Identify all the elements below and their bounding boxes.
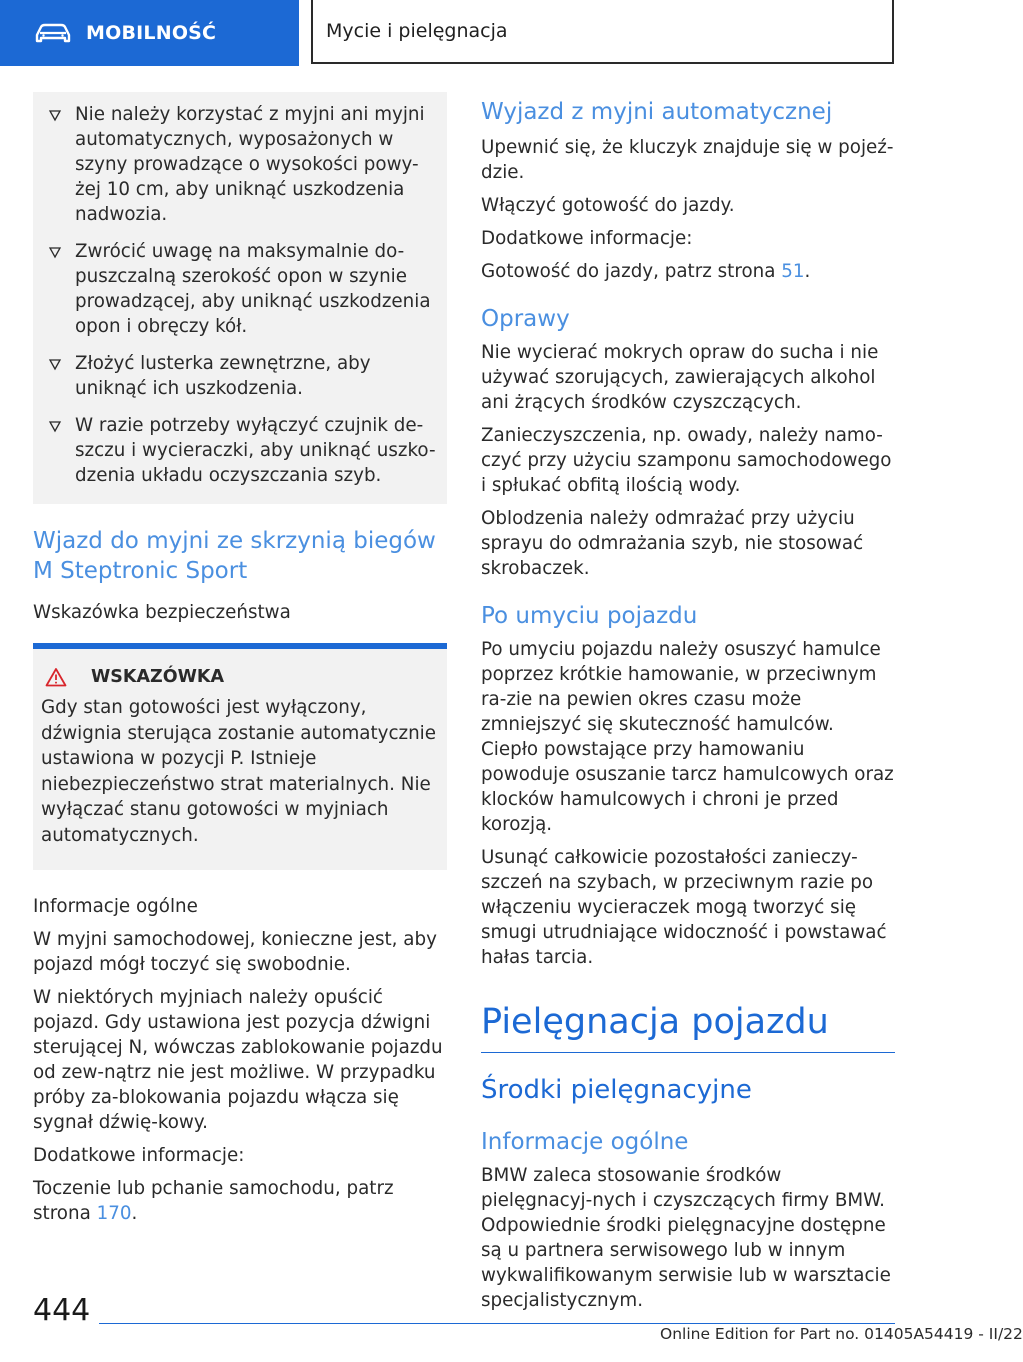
page-number: 444 (33, 1293, 91, 1328)
lamps-paragraph: Zanieczyszczenia, np. owady, należy namo-czyć przy użyciu szamponu samochodowego i spłukać obfitą ilością wody. (481, 425, 892, 496)
info-paragraph: W niektórych myjniach należy opuścić pojazd. Gdy ustawiona jest pozycja dźwigni sterującej N, wówczas zablokowanie pojazdu od zew-nątrz nie jest możliwe. W przypadku próby za-blokowania pojazdu włącza się sygnał dźwię-kowy. (33, 987, 443, 1133)
after-wash-paragraph: Usunąć całkowicie pozostałości zanieczy-szczeń na szybach, w przeciwnym razie po włączeniu wycieraczek mogą tworzyć się smugi utrudniające widoczność i powstawać hałas tarcia. (481, 847, 887, 968)
triangle-bullet-icon (49, 247, 61, 258)
heading-separator (481, 1052, 895, 1053)
triangle-bullet-icon (49, 110, 61, 121)
section-tab (0, 0, 299, 66)
exit-paragraph: Upewnić się, że kluczyk znajduje się w pojeź-dzie. (481, 137, 894, 183)
chapter-title: Mycie i pielęgnacja (326, 20, 508, 42)
triangle-bullet-icon (49, 421, 61, 432)
reference-text: Toczenie lub pchanie samochodu, patrz strona (33, 1178, 394, 1224)
car-icon (34, 22, 72, 44)
list-item (43, 102, 437, 227)
agents-heading: Środki pielęgnacyjne (481, 1075, 752, 1105)
reference-end: . (804, 261, 811, 282)
bullet-text: Złożyć lusterka zewnętrzne, aby uniknąć ich uszkodzenia. (75, 353, 371, 399)
lamps-heading: Oprawy (481, 306, 570, 332)
exit-reference (481, 259, 895, 284)
left-column (33, 92, 447, 1226)
info-reference (33, 1176, 447, 1226)
list-item (43, 413, 437, 488)
exit-heading: Wyjazd z myjni automatycznej (481, 99, 833, 125)
page-link[interactable]: 170 (96, 1203, 132, 1224)
after-wash-heading: Po umyciu pojazdu (481, 603, 698, 629)
warning-box (33, 649, 447, 870)
warning-text: Gdy stan gotowości jest wyłączony, dźwignia sterująca zostanie automatycznie ustawiona w pozycji P. Istnieje niebezpieczeństwo strat materialnych. Nie wyłączać stanu gotowości w myjniach automatycznych. (41, 697, 437, 846)
info-title: Informacje ogólne (33, 896, 198, 917)
care-heading: Pielęgnacja pojazdu (481, 1002, 829, 1042)
general-paragraph: BMW zaleca stosowanie środków pielęgnacyj-nych i czyszczących firmy BMW. Odpowiednie środki pielęgnacyjne dostępne są u partnera serwisowego lub w innym wykwalifikowanym serwisie lub w warsztacie specjalistycznym. (481, 1165, 891, 1311)
page-link[interactable]: 51 (781, 261, 805, 282)
section-heading: Wjazd do myjni ze skrzynią biegów M Steptronic Sport (33, 528, 436, 584)
after-wash-paragraph: Po umyciu pojazdu należy osuszyć hamulce poprzez krótkie hamowanie, w przeciwnym ra-zie na pewien okres czasu może zmniejszyć się skuteczność hamulców. Ciepło powstające przy hamowaniu powoduje osuszanie tarcz hamulcowych oraz klocków hamulcowych i chroni je przed korozją. (481, 639, 894, 835)
lamps-paragraph: Oblodzenia należy odmrażać przy użyciu sprayu do odmrażania szyb, nie stosować skrobaczek. (481, 508, 864, 579)
chapter-header (311, 0, 894, 64)
bullet-text: Zwrócić uwagę na maksymalnie do-puszczalną szerokość opon w szynie prowadzącej, aby uniknąć uszkodzenia opon i obręczy kół. (75, 241, 431, 337)
general-heading: Informacje ogólne (481, 1129, 689, 1155)
info-paragraph: W myjni samochodowej, konieczne jest, aby pojazd mógł toczyć się swobodnie. (33, 929, 437, 975)
warning-title: WSKAZÓWKA (91, 667, 224, 687)
footer-rule (99, 1323, 895, 1324)
safety-label: Wskazówka bezpieczeństwa (33, 602, 291, 623)
exit-more-label: Dodatkowe informacje: (481, 228, 693, 249)
bullet-text: Nie należy korzystać z myjni ani myjni automatycznych, wyposażonych w szyny prowadzące o wysokości powy-żej 10 cm, aby uniknąć uszkodzenia nadwozia. (75, 104, 425, 225)
triangle-bullet-icon (49, 359, 61, 370)
info-more-label: Dodatkowe informacje: (33, 1145, 245, 1166)
warning-icon (45, 667, 67, 687)
list-item (43, 239, 437, 339)
exit-paragraph: Włączyć gotowość do jazdy. (481, 195, 735, 216)
reference-text: Gotowość do jazdy, patrz strona (481, 261, 782, 282)
list-item (43, 351, 437, 401)
section-title: MOBILNOŚĆ (86, 22, 217, 44)
reference-end: . (131, 1203, 138, 1224)
edition-note: Online Edition for Part no. 01405A54419 - II/22 (660, 1325, 1023, 1343)
right-column (481, 97, 895, 1313)
lamps-paragraph: Nie wycierać mokrych opraw do sucha i nie używać szorujących, zawierających alkohol ani żrących środków czyszczących. (481, 342, 879, 413)
bullet-box (33, 92, 447, 504)
bullet-text: W razie potrzeby wyłączyć czujnik de-szczu i wycieraczki, aby uniknąć uszko-dzenia układu oczyszczania szyb. (75, 415, 436, 486)
